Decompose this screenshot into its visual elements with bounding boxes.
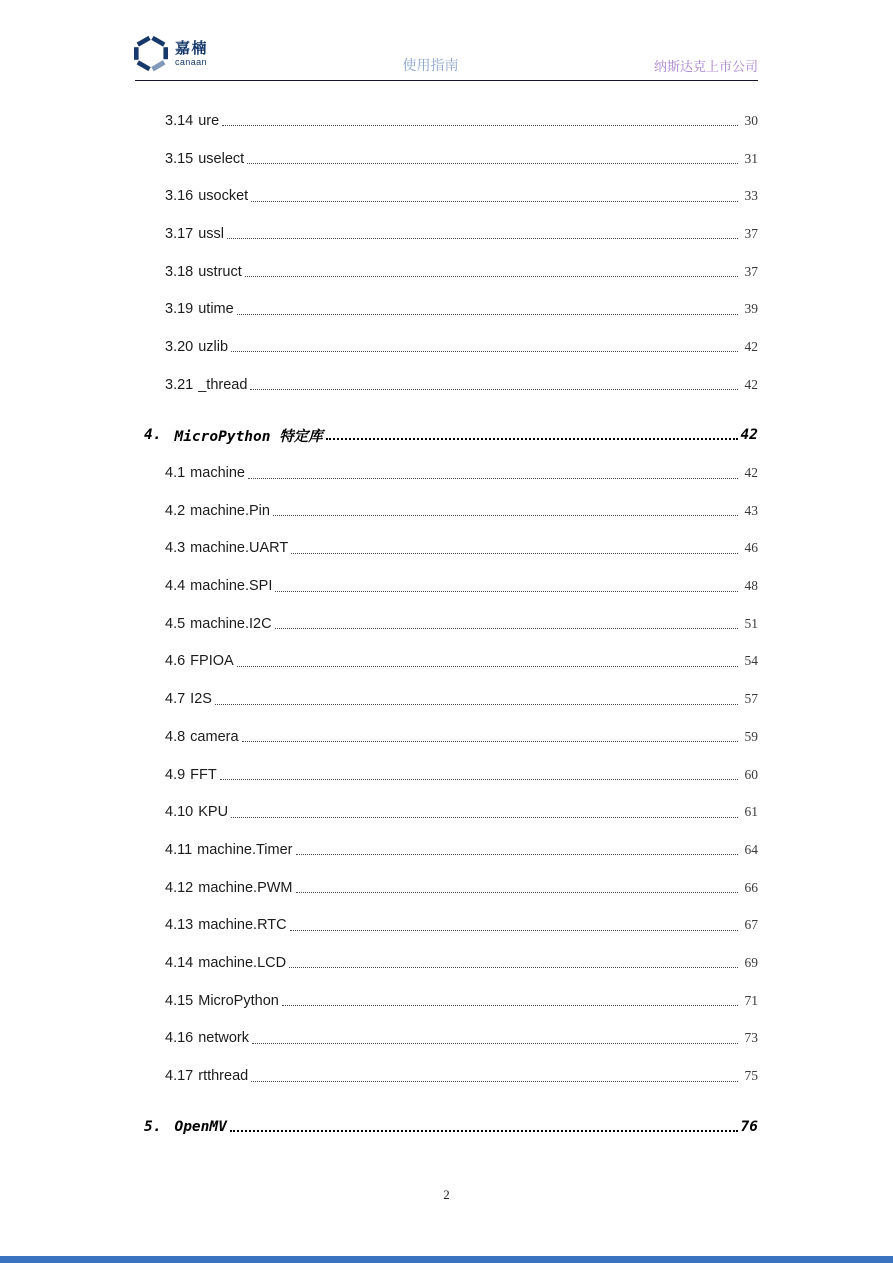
toc-entry-page: 33 xyxy=(744,188,758,204)
toc-entry-label: I2S xyxy=(190,691,212,708)
toc-dot-leader xyxy=(250,389,738,390)
toc-entry-page: 64 xyxy=(744,841,758,857)
toc-dot-leader xyxy=(296,854,738,855)
toc-entry[interactable] xyxy=(135,1020,758,1058)
toc-dot-leader xyxy=(251,201,738,202)
toc-dot-leader xyxy=(275,591,738,592)
toc-entry-number: 4.14 xyxy=(165,954,194,971)
toc-entry[interactable] xyxy=(135,793,758,831)
toc-entry-label: _thread xyxy=(198,376,248,393)
toc-entry-page: 46 xyxy=(744,540,758,556)
toc-entry-number: 3.21 xyxy=(165,376,194,393)
toc-entry-page: 67 xyxy=(744,917,758,933)
toc-entry[interactable] xyxy=(135,253,758,291)
toc-entry-number: 4.6 xyxy=(165,653,186,670)
toc-entry-number: 3.20 xyxy=(165,338,194,355)
toc-entry-page: 66 xyxy=(744,879,758,895)
toc-entry-label: KPU xyxy=(198,804,229,821)
toc-entry-number: 4.1 xyxy=(165,465,186,482)
toc-entry-page: 69 xyxy=(744,954,758,970)
toc-entry[interactable] xyxy=(135,530,758,568)
toc-dot-leader xyxy=(227,238,738,239)
toc-dot-leader xyxy=(237,314,738,315)
footer-page-number: 2 xyxy=(443,1187,450,1202)
toc-entry-number: 5. xyxy=(144,1118,162,1135)
toc-entry-label: camera xyxy=(190,728,239,745)
toc-dot-leader xyxy=(247,163,738,164)
toc-entry[interactable] xyxy=(135,643,758,681)
toc-entry[interactable] xyxy=(135,177,758,215)
toc-dot-leader xyxy=(291,553,738,554)
toc-entry[interactable] xyxy=(135,567,758,605)
toc-dot-leader xyxy=(231,351,738,352)
toc-dot-leader xyxy=(248,478,738,479)
toc-dot-leader xyxy=(220,779,738,780)
toc-entry[interactable] xyxy=(135,328,758,366)
toc-entry[interactable] xyxy=(135,492,758,530)
toc-dot-leader xyxy=(275,628,738,629)
toc-entry-page: 42 xyxy=(744,376,758,392)
toc-entry-label: machine xyxy=(190,465,245,482)
toc-entry[interactable] xyxy=(135,366,758,404)
toc-entry-label: MicroPython 特定库 xyxy=(174,428,323,445)
toc-entry-page: 73 xyxy=(744,1030,758,1046)
toc-entry-page: 37 xyxy=(744,225,758,241)
toc-dot-leader xyxy=(296,892,738,893)
toc-dot-leader xyxy=(242,741,738,742)
toc-dot-leader xyxy=(251,1081,738,1082)
toc-dot-leader xyxy=(290,930,738,931)
toc-entry-number: 4.8 xyxy=(165,728,186,745)
toc-entry[interactable] xyxy=(135,982,758,1020)
toc-entry-page: 42 xyxy=(744,465,758,481)
toc-entry[interactable] xyxy=(135,831,758,869)
toc-entry-label: machine.Pin xyxy=(190,502,270,519)
toc-entry-number: 3.15 xyxy=(165,150,194,167)
toc-entry-label: utime xyxy=(198,301,234,318)
toc-dot-leader xyxy=(222,125,738,126)
toc-dot-leader xyxy=(289,967,738,968)
toc-entry-number: 4.10 xyxy=(165,804,194,821)
toc-entry-label: FFT xyxy=(190,766,217,783)
toc-entry-label: machine.Timer xyxy=(197,841,293,858)
toc-entry[interactable] xyxy=(135,944,758,982)
toc-entry-label: machine.I2C xyxy=(190,615,272,632)
toc-dot-leader xyxy=(326,438,738,440)
toc-entry-number: 4.15 xyxy=(165,992,194,1009)
toc-entry-page: 54 xyxy=(744,653,758,669)
toc-entry[interactable] xyxy=(135,756,758,794)
toc-entry-label: machine.UART xyxy=(190,540,289,557)
toc-entry-number: 3.18 xyxy=(165,263,194,280)
toc-entry-number: 4.16 xyxy=(165,1030,194,1047)
toc-entry-page: 43 xyxy=(744,502,758,518)
toc-entry-page: 48 xyxy=(744,578,758,594)
toc-entry-page: 31 xyxy=(744,150,758,166)
toc-entry-number: 3.17 xyxy=(165,225,194,242)
toc-entry-page: 60 xyxy=(744,766,758,782)
toc-entry-page: 39 xyxy=(744,301,758,317)
logo-brand-cn: 嘉楠 xyxy=(175,40,209,57)
toc-entry-label: uselect xyxy=(198,150,245,167)
toc-entry[interactable] xyxy=(135,906,758,944)
toc-entry-number: 3.19 xyxy=(165,301,194,318)
toc-entry-number: 4. xyxy=(144,427,162,444)
toc-entry[interactable] xyxy=(135,454,758,492)
toc-dot-leader xyxy=(231,817,738,818)
toc-dot-leader xyxy=(237,666,738,667)
header-company-label: 纳斯达克上市公司 xyxy=(653,59,758,74)
toc-entry-number: 4.9 xyxy=(165,766,186,783)
toc-entry-number: 3.16 xyxy=(165,188,194,205)
toc-dot-leader xyxy=(273,515,738,516)
toc-entry-label: machine.LCD xyxy=(198,954,287,971)
toc-entry-label: ustruct xyxy=(198,263,242,280)
toc-entry-number: 4.11 xyxy=(165,841,193,858)
toc-dot-leader xyxy=(215,704,738,705)
footer-accent-bar xyxy=(0,1256,893,1263)
toc-entry[interactable] xyxy=(135,215,758,253)
toc-entry-number: 4.13 xyxy=(165,917,194,934)
toc-entry-page: 75 xyxy=(744,1068,758,1084)
toc-entry-label: machine.PWM xyxy=(198,879,293,896)
toc-entry-label: MicroPython xyxy=(198,992,279,1009)
toc-entry[interactable] xyxy=(135,869,758,907)
page-header xyxy=(0,0,893,81)
toc-entry-page: 71 xyxy=(744,992,758,1008)
toc-dot-leader xyxy=(282,1005,738,1006)
toc-entry[interactable] xyxy=(135,102,758,140)
toc-entry-number: 4.4 xyxy=(165,578,186,595)
toc-entry-label: machine.SPI xyxy=(190,578,273,595)
toc-entry-page: 59 xyxy=(744,728,758,744)
toc-entry-label: usocket xyxy=(198,188,249,205)
toc-entry-number: 4.7 xyxy=(165,691,186,708)
toc-entry[interactable] xyxy=(135,417,758,455)
toc-entry-label: FPIOA xyxy=(190,653,234,670)
toc-entry[interactable] xyxy=(135,605,758,643)
toc-list xyxy=(135,81,758,1146)
toc-entry-number: 3.14 xyxy=(165,112,194,129)
toc-entry[interactable] xyxy=(135,718,758,756)
toc-entry-page: 76 xyxy=(740,1118,758,1135)
toc-entry[interactable] xyxy=(135,1108,758,1146)
toc-entry[interactable] xyxy=(135,290,758,328)
toc-entry-page: 42 xyxy=(740,427,758,444)
toc-entry-label: OpenMV xyxy=(174,1118,227,1135)
toc-entry-label: machine.RTC xyxy=(198,917,287,934)
toc-entry-page: 57 xyxy=(744,691,758,707)
toc-dot-leader xyxy=(252,1043,738,1044)
toc-dot-leader xyxy=(230,1130,738,1132)
toc-entry[interactable] xyxy=(135,680,758,718)
toc-dot-leader xyxy=(245,276,738,277)
toc-entry[interactable] xyxy=(135,140,758,178)
toc-entry-page: 51 xyxy=(744,615,758,631)
toc-entry-number: 4.5 xyxy=(165,615,186,632)
toc-entry-label: uzlib xyxy=(198,338,229,355)
toc-entry-label: ure xyxy=(198,112,220,129)
header-doc-title: 使用指南 xyxy=(402,57,459,73)
toc-entry-number: 4.2 xyxy=(165,502,186,519)
toc-entry-label: network xyxy=(198,1030,250,1047)
toc-entry-page: 61 xyxy=(744,804,758,820)
toc-entry-number: 4.17 xyxy=(165,1068,194,1085)
logo-brand-en: canaan xyxy=(175,57,207,67)
toc-entry-number: 4.3 xyxy=(165,540,186,557)
toc-entry[interactable] xyxy=(135,1057,758,1095)
toc-entry-page: 37 xyxy=(744,263,758,279)
toc-entry-page: 42 xyxy=(744,338,758,354)
toc-entry-page: 30 xyxy=(744,112,758,128)
toc-entry-label: rtthread xyxy=(198,1068,249,1085)
toc-entry-label: ussl xyxy=(198,225,225,242)
toc-entry-number: 4.12 xyxy=(165,879,194,896)
